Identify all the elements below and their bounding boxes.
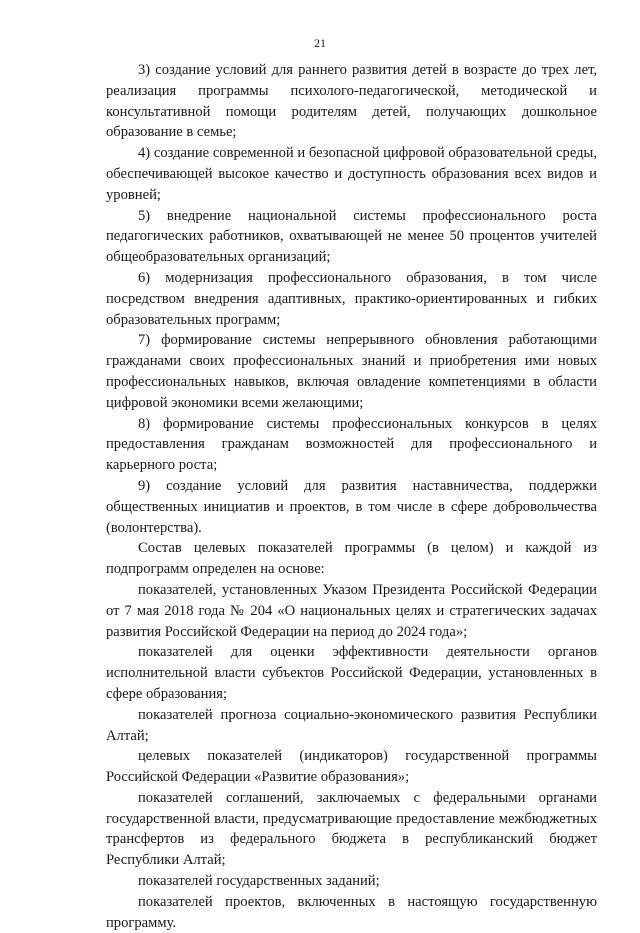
paragraph: 6) модернизация профессионального образования, в том числе посредством внедрения адаптивных, практико-ориентированных и гибких образовательных программ;: [106, 269, 597, 328]
paragraph: Состав целевых показателей программы (в целом) и каждой из подпрограмм определен на основе:: [106, 540, 597, 578]
paragraph: показателей проектов, включенных в настоящую государственную программу.: [106, 893, 597, 931]
page-number: 21: [314, 36, 326, 50]
paragraph: показателей соглашений, заключаемых с федеральными органами государственной власти, предусматривающие предоставление межбюджетных трансфертов из федерального бюджета в республиканский бюджет Республики Алтай;: [106, 789, 597, 869]
paragraph: целевых показателей (индикаторов) государственной программы Российской Федерации «Развитие образования»;: [106, 748, 597, 786]
paragraph: показателей прогноза социально-экономического развития Республики Алтай;: [106, 706, 597, 744]
paragraph: 8) формирование системы профессиональных конкурсов в целях предоставления гражданам возможностей для профессионального и карьерного роста;: [106, 415, 597, 474]
paragraph: показателей для оценки эффективности деятельности органов исполнительной власти субъектов Российской Федерации, установленных в сфере образования;: [106, 644, 597, 702]
paragraph: показателей государственных заданий;: [138, 873, 380, 890]
paragraph: 4) создание современной и безопасной цифровой образовательной среды, обеспечивающей высокое качество и доступность образования всех видов и уровней;: [106, 145, 597, 203]
paragraph: 7) формирование системы непрерывного обновления работающими гражданами своих профессиональных знаний и приобретения ими новых профессиональных навыков, включая овладение компетенциями в области цифровой экономики всеми желающими;: [106, 332, 597, 411]
paragraph: показателей, установленных Указом Президента Российской Федерации от 7 мая 2018 года № 204 «О национальных целях и стратегических задачах развития Российской Федерации на период до 2024 года»;: [106, 581, 597, 640]
paragraph: 3) создание условий для раннего развития детей в возрасте до трех лет, реализация программы психолого-педагогической, методической и консультативной помощи родителям детей, получающих дошкольное образование в семье;: [106, 62, 597, 141]
document-body: [106, 60, 597, 933]
paragraph: 5) внедрение национальной системы профессионального роста педагогических работников, охватывающей не менее 50 процентов учителей общеобразовательных организаций;: [106, 207, 597, 266]
paragraph: 9) создание условий для развития наставничества, поддержки общественных инициатив и проектов, в том числе в сфере добровольчества (волонтерства).: [106, 477, 597, 536]
